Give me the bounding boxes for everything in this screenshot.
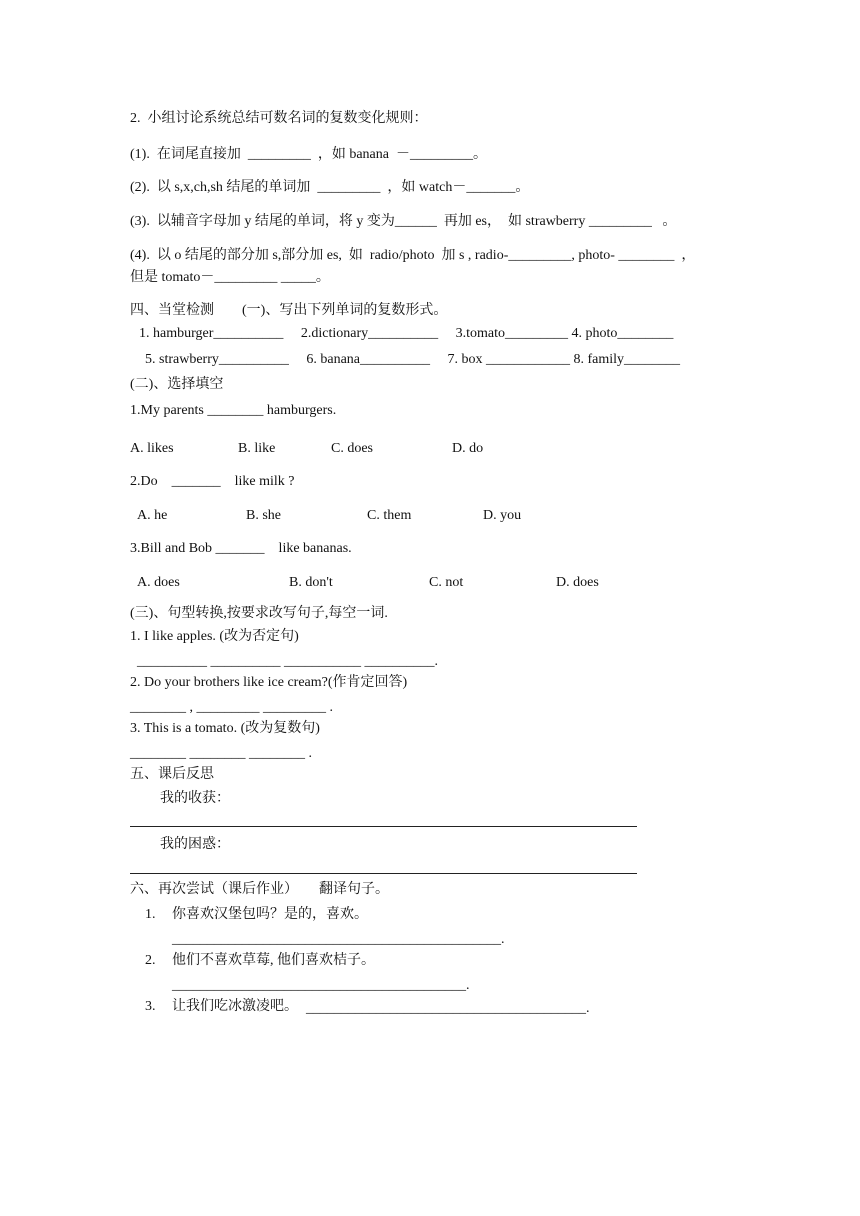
plural-words-row2: 5. strawberry__________ 6. banana__________ 7. box ____________ 8. family________: [145, 352, 681, 367]
q2-option-b: B. she: [246, 508, 281, 523]
sentence-3-number: 3.: [145, 999, 156, 1014]
sentence-3-answer: ________________________________________.: [306, 1001, 590, 1016]
q3-option-d: D. does: [556, 575, 599, 590]
rule-4-line1: (4). 以 o 结尾的部分加 s,部分加 es, 如 radio/photo 加 s , radio-_________, photo- ________ ，: [130, 248, 696, 263]
q3-option-b: B. don't: [289, 575, 333, 590]
sentence-2-answer: __________________________________________.: [172, 978, 470, 993]
q3-option-c: C. not: [429, 575, 464, 590]
sentence-2: 他们不喜欢草莓, 他们喜欢桔子。: [172, 953, 375, 968]
q2-option-c: C. them: [367, 508, 412, 523]
part3-header: (三)、句型转换,按要求改写句子,每空一词.: [130, 606, 388, 621]
section6-header: 六、再次尝试（课后作业） 翻译句子。: [130, 882, 389, 897]
q3-option-a: A. does: [137, 575, 180, 590]
gain-label: 我的收获：: [160, 791, 230, 806]
transform-2: 2. Do your brothers like ice cream?(作肯定回答): [130, 675, 408, 690]
q2-option-a: A. he: [137, 508, 168, 523]
question-2: 2.Do _______ like milk ?: [130, 474, 295, 489]
plural-words-row1: 1. hamburger__________ 2.dictionary__________ 3.tomato_________ 4. photo________: [139, 326, 674, 341]
section2-title: 2. 小组讨论系统总结可数名词的复数变化规则：: [130, 111, 428, 126]
q1-option-d: D. do: [452, 441, 484, 456]
transform-2-answer: ________ , _________ _________ .: [130, 700, 333, 715]
sentence-3: 让我们吃冰激凌吧。: [172, 999, 298, 1014]
part2-header: (二)、选择填空: [130, 377, 224, 392]
confusion-answer-line: [130, 873, 637, 874]
sentence-1-answer: _______________________________________________.: [172, 932, 505, 947]
q2-option-d: D. you: [483, 508, 522, 523]
section4-header: 四、当堂检测 (一)、写出下列单词的复数形式。: [130, 303, 448, 318]
rule-1: (1). 在词尾直接加 _________ ，如 banana －_________。: [130, 147, 487, 162]
rule-4-line2: 但是 tomato－_________ _____。: [130, 270, 330, 285]
q1-option-a: A. likes: [130, 441, 174, 456]
q1-option-b: B. like: [238, 441, 276, 456]
sentence-2-number: 2.: [145, 953, 156, 968]
transform-3: 3. This is a tomato. (改为复数句): [130, 721, 320, 736]
question-1: 1.My parents ________ hamburgers.: [130, 403, 337, 418]
section5-header: 五、课后反思: [130, 767, 214, 782]
gain-answer-line: [130, 826, 637, 827]
rule-3: (3). 以辅音字母加 y 结尾的单词，将 y 变为______ 再加 es， 如 strawberry _________ 。: [130, 214, 677, 229]
sentence-1-number: 1.: [145, 907, 156, 922]
transform-3-answer: ________ ________ ________ .: [130, 746, 312, 761]
sentence-1: 你喜欢汉堡包吗？是的，喜欢。: [172, 907, 368, 922]
transform-1: 1. I like apples. (改为否定句): [130, 629, 299, 644]
confusion-label: 我的困惑：: [160, 837, 230, 852]
transform-1-answer: __________ __________ ___________ __________.: [137, 654, 438, 669]
rule-2: (2). 以 s,x,ch,sh 结尾的单词加 _________ ，如 watch－_______。: [130, 180, 530, 195]
question-3: 3.Bill and Bob _______ like bananas.: [130, 541, 352, 556]
q1-option-c: C. does: [331, 441, 373, 456]
